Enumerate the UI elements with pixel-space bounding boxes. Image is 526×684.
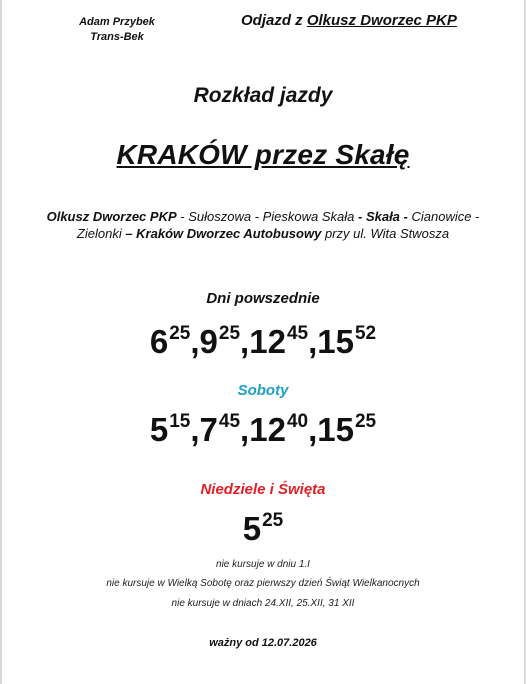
saturday-heading: Soboty <box>237 382 289 399</box>
departure-info <box>241 12 457 29</box>
time-minute: 25 <box>218 323 241 344</box>
time-hour: 5 <box>242 510 262 547</box>
destination-title: KRAKÓW przez Skałę <box>116 139 410 170</box>
time-minute: 25 <box>354 411 377 432</box>
time-hour: 15 <box>317 323 354 360</box>
route-stop-origin: Olkusz Dworzec PKP <box>46 209 177 224</box>
saturday-times <box>0 410 526 450</box>
time-minute: 45 <box>218 411 241 432</box>
time-minute: 45 <box>286 323 309 344</box>
time-hour: 5 <box>149 411 169 448</box>
time-hour: 6 <box>149 323 169 360</box>
route-description <box>28 208 498 242</box>
time-separator: , <box>190 411 200 448</box>
departure-time <box>150 410 191 450</box>
departure-place: Olkusz Dworzec PKP <box>306 12 457 29</box>
valid-from: ważny od 12.07.2026 <box>209 637 317 649</box>
note-new-year: nie kursuje w dniu 1.I <box>216 559 310 570</box>
time-separator: , <box>190 323 200 360</box>
weekday-heading: Dni powszednie <box>206 290 320 307</box>
route-stop-skala: - Skała - <box>358 209 408 224</box>
route-stops-mid: - Sułoszowa - Pieskowa Skała <box>176 209 358 224</box>
departure-time <box>317 322 376 362</box>
company-owner: Adam Przybek <box>79 16 155 28</box>
departure-time <box>200 322 241 362</box>
sunday-holiday-heading: Niedziele i Święta <box>200 481 326 498</box>
note-easter: nie kursuje w Wielką Sobotę oraz pierwszy dzień Świąt Wielkanocnych <box>106 578 420 589</box>
sunday-holiday-times <box>0 509 526 549</box>
time-minute: 40 <box>286 411 309 432</box>
time-minute: 52 <box>354 323 377 344</box>
time-hour: 9 <box>199 323 218 360</box>
departure-time <box>249 410 308 450</box>
note-christmas: nie kursuje w dniach 24.XII, 25.XII, 31 XII <box>171 598 355 609</box>
departure-prefix: Odjazd z <box>241 12 307 29</box>
departure-time <box>249 322 308 362</box>
time-hour: 15 <box>317 411 354 448</box>
time-separator: , <box>308 411 318 448</box>
route-destination-address: przy ul. Wita Stwosza <box>321 226 450 241</box>
timetable-title: Rozkład jazdy <box>193 84 333 107</box>
time-hour: 12 <box>249 323 286 360</box>
departure-time <box>200 410 241 450</box>
time-separator: , <box>240 323 250 360</box>
weekday-times <box>0 322 526 362</box>
time-minute: 25 <box>169 323 191 344</box>
time-hour: 7 <box>199 411 218 448</box>
time-separator: , <box>240 411 250 448</box>
company-name <box>62 15 172 45</box>
route-stops-mid2: Cianowice - Zielonki <box>76 209 480 241</box>
time-separator: , <box>308 323 318 360</box>
time-hour: 12 <box>249 411 286 448</box>
time-minute: 25 <box>262 510 284 531</box>
route-stop-destination: – Kraków Dworzec Autobusowy <box>125 226 322 241</box>
time-minute: 15 <box>169 411 191 432</box>
company-brand: Trans-Bek <box>90 31 144 43</box>
departure-time <box>243 509 284 549</box>
departure-time <box>150 322 191 362</box>
departure-time <box>317 410 376 450</box>
